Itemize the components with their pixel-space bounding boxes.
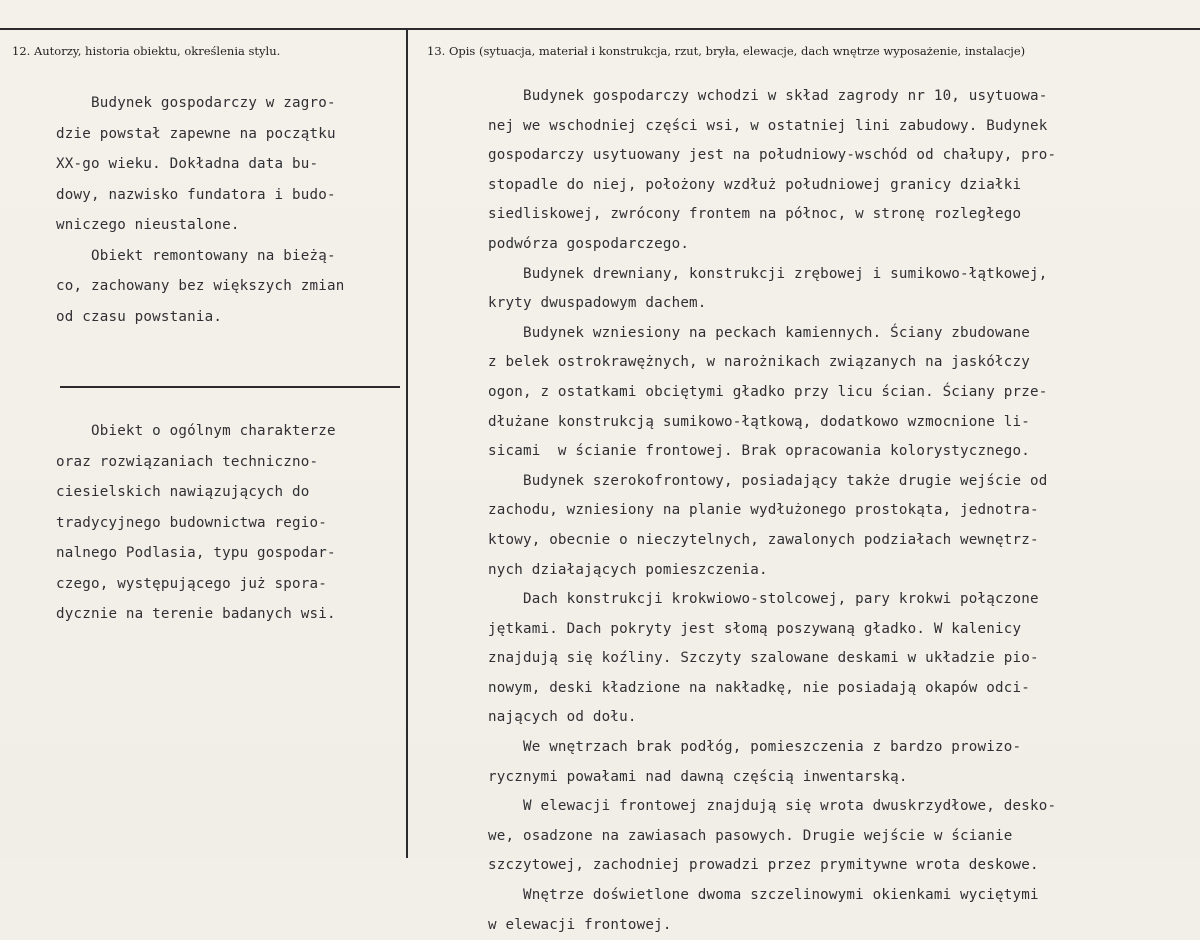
text-line: podwórza gospodarczego. (488, 235, 690, 252)
text-line: We wnętrzach brak podłóg, pomieszczenia z bardzo prowizo- (488, 739, 1022, 756)
style-assessment-text (56, 416, 336, 630)
section-12-header: 12. Autorzy, historia obiektu, określenia stylu. (12, 44, 281, 58)
text-line: Budynek gospodarczy w zagro- (56, 95, 336, 111)
description-text (488, 82, 1056, 940)
text-line: od czasu powstania. (56, 308, 223, 325)
text-line: Budynek szerokofrontowy, posiadający także drugie wejście od (488, 472, 1048, 489)
text-line: dłużane konstrukcją sumikowo-łątkową, dodatkowo wzmocnione li- (488, 413, 1030, 430)
text-line: siedliskowej, zwrócony frontem na północ, w stronę rozległego (488, 206, 1022, 223)
text-line: szczytowej, zachodniej prowadzi przez prymitywne wrota deskowe. (488, 857, 1039, 874)
text-line: nalnego Podlasia, typu gospodar- (56, 545, 336, 561)
text-line: zachodu, wzniesiony na planie wydłużonego prostokąta, jednotra- (488, 502, 1039, 519)
text-line: ktowy, obecnie o nieczytelnych, zawalonych podziałach wewnętrz- (488, 531, 1039, 548)
text-line: ogon, z ostatkami obciętymi gładko przy licu ścian. Ściany prze- (488, 383, 1048, 400)
text-line: kryty dwuspadowym dachem. (488, 295, 707, 312)
text-line: ciesielskich nawiązujących do (56, 484, 310, 500)
text-line: dycznie na terenie badanych wsi. (56, 606, 336, 622)
text-line: nej we wschodniej części wsi, w ostatniej lini zabudowy. Budynek (488, 117, 1048, 134)
text-line: co, zachowany bez większych zmian (56, 278, 345, 294)
text-line: czego, występującego już spora- (56, 575, 327, 592)
text-line: Obiekt o ogólnym charakterze (56, 423, 336, 439)
text-line: znajdują się koźliny. Szczyty szalowane deskami w układzie pio- (488, 650, 1039, 667)
text-line: wniczego nieustalone. (56, 217, 240, 233)
text-line: nych działających pomieszczenia. (488, 561, 768, 578)
text-line: rycznymi powałami nad dawną częścią inwentarską. (488, 768, 908, 785)
text-line: Wnętrze doświetlone dwoma szczelinowymi okienkami wyciętymi (488, 887, 1039, 904)
text-line: W elewacji frontowej znajdują się wrota dwuskrzydłowe, desko- (488, 798, 1057, 815)
text-line: w elewacji frontowej. (488, 916, 672, 933)
text-line: stopadle do niej, położony wzdłuż południowej granicy działki (488, 176, 1022, 193)
section-13-header: 13. Opis (sytuacja, materiał i konstrukcja, rzut, bryła, elewacje, dach wnętrze wyposażenie, instalacje) (427, 44, 1026, 58)
text-line: Obiekt remontowany na bieżą- (56, 247, 336, 264)
text-line: XX-go wieku. Dokładna data bu- (56, 156, 319, 172)
text-line: z belek ostrokrawężnych, w narożnikach związanych na jaskółczy (488, 354, 1030, 371)
text-line: nowym, deski kładzione na nakładkę, nie posiadają okapów odci- (488, 679, 1030, 696)
text-line: Budynek wzniesiony na peckach kamiennych. Ściany zbudowane (488, 324, 1030, 341)
text-line: Budynek drewniany, konstrukcji zrębowej i sumikowo-łątkowej, (488, 265, 1048, 282)
text-line: sicami w ścianie frontowej. Brak opracowania kolorystycznego. (488, 443, 1030, 460)
column-divider (406, 28, 408, 858)
text-line: nających od dołu. (488, 709, 637, 726)
text-line: tradycyjnego budownictwa regio- (56, 514, 327, 531)
text-line: jętkami. Dach pokryty jest słomą poszywaną gładko. W kalenicy (488, 620, 1022, 637)
text-line: we, osadzone na zawiasach pasowych. Drugie wejście w ścianie (488, 827, 1013, 844)
text-line: dzie powstał zapewne na początku (56, 125, 336, 142)
text-line: gospodarczy usytuowany jest na południowy-wschód od chałupy, pro- (488, 147, 1057, 164)
text-line: Dach konstrukcji krokwiowo-stolcowej, pary krokwi połączone (488, 591, 1039, 608)
text-line: oraz rozwiązaniach techniczno- (56, 453, 319, 470)
left-section-divider (60, 386, 400, 388)
text-line: Budynek gospodarczy wchodzi w skład zagrody nr 10, usytuowa- (488, 88, 1048, 104)
text-line: dowy, nazwisko fundatora i budo- (56, 186, 336, 203)
top-rule (0, 28, 1200, 30)
history-text (56, 88, 344, 332)
